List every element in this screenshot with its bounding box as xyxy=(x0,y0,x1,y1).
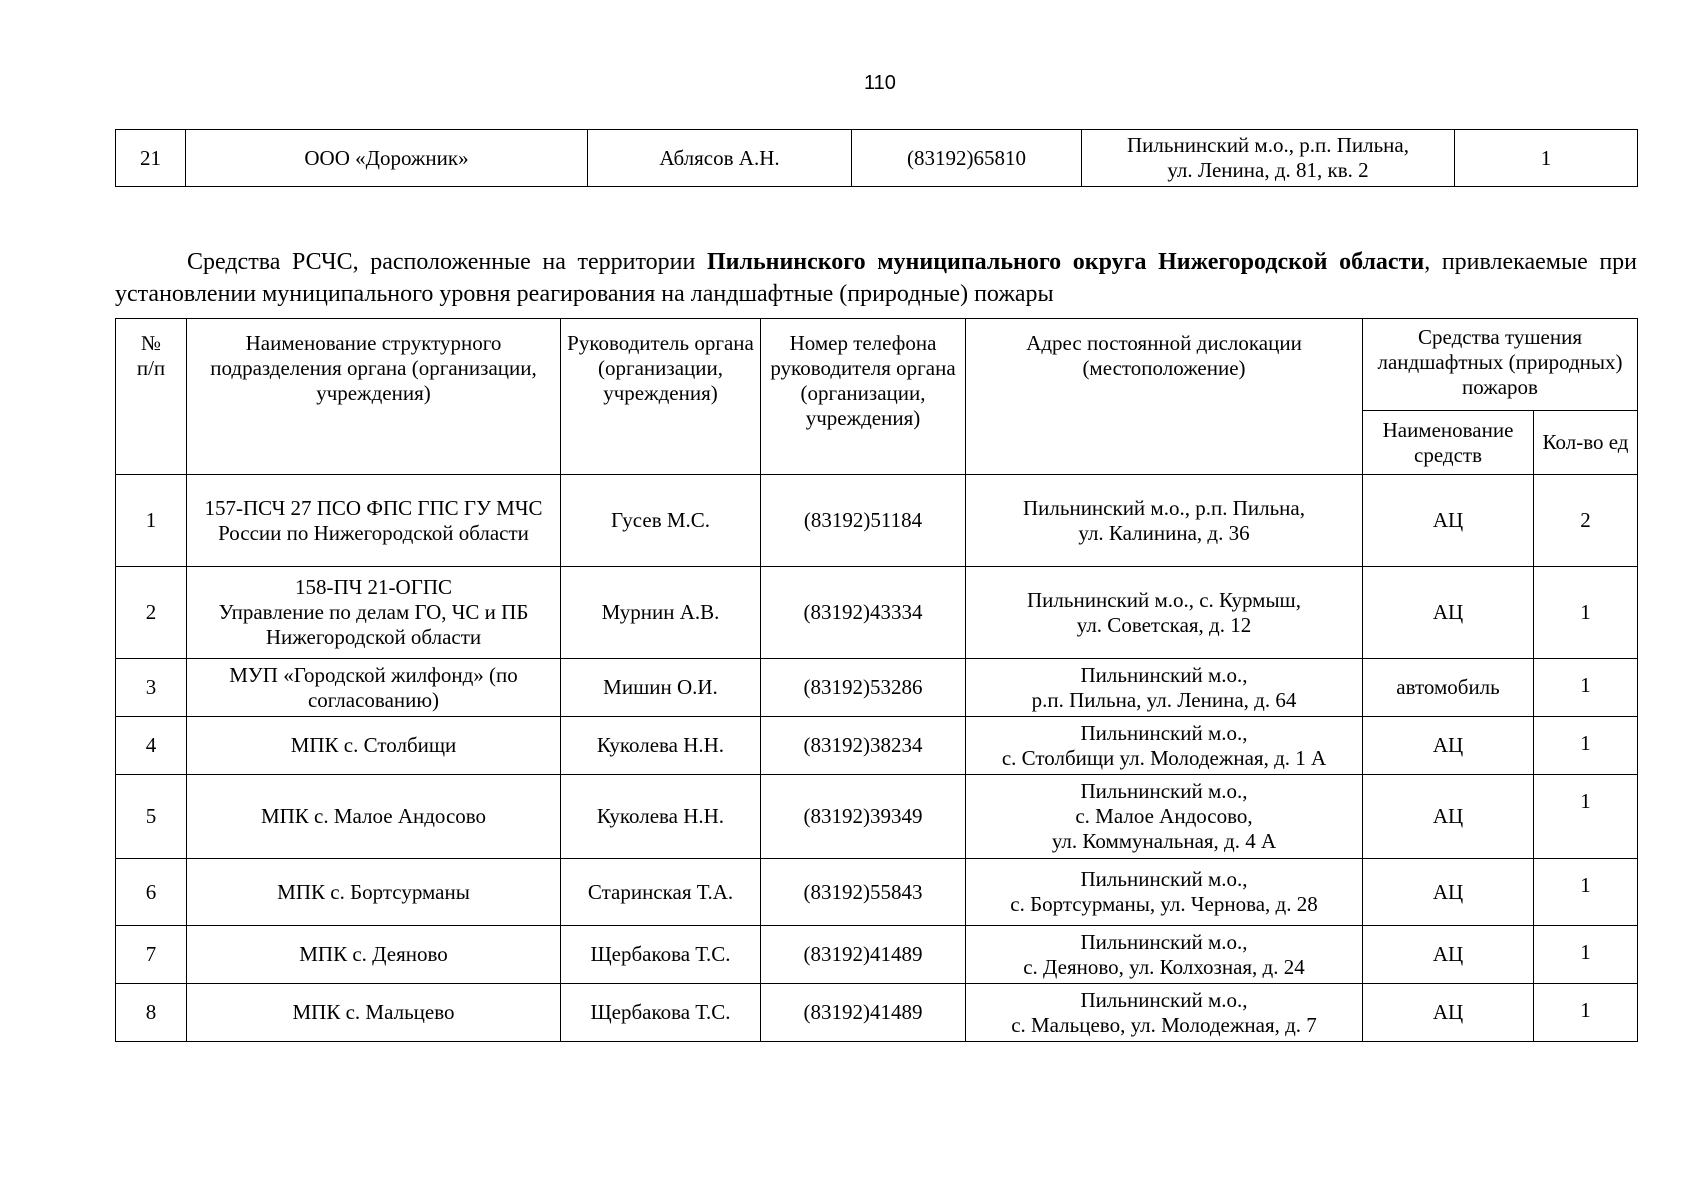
table-row xyxy=(116,475,1638,567)
header-name: Наименование структурного подразделения органа (организации, учреждения) xyxy=(187,319,561,475)
row-number: 1 xyxy=(116,475,187,567)
address: Пильнинский м.о., р.п. Пильна, ул. Калинина, д. 36 xyxy=(966,475,1363,567)
org-name: 157-ПСЧ 27 ПСО ФПС ГПС ГУ МЧС России по Нижегородской области xyxy=(187,475,561,567)
phone: (83192)39349 xyxy=(761,775,966,859)
page-number: 110 xyxy=(864,72,896,94)
address: Пильнинский м.о., с. Бортсурманы, ул. Чернова, д. 28 xyxy=(966,859,1363,926)
head-name: Мишин О.И. xyxy=(561,659,761,717)
means-count: 1 xyxy=(1534,859,1638,926)
table-row xyxy=(116,717,1638,775)
head-name: Старинская Т.А. xyxy=(561,859,761,926)
org-name: 158-ПЧ 21-ОГПС Управление по делам ГО, ЧС и ПБ Нижегородской области xyxy=(187,567,561,659)
row-number: 6 xyxy=(116,859,187,926)
head-name: Куколева Н.Н. xyxy=(561,717,761,775)
phone: (83192)41489 xyxy=(761,926,966,984)
head-name: Щербакова Т.С. xyxy=(561,984,761,1042)
address: Пильнинский м.о., с. Деяново, ул. Колхозная, д. 24 xyxy=(966,926,1363,984)
means-name: АЦ xyxy=(1363,567,1534,659)
count: 1 xyxy=(1455,130,1638,187)
table-row xyxy=(116,775,1638,859)
header-row xyxy=(116,319,1638,411)
intro-text-1: Средства РСЧС, расположенные на территории xyxy=(187,249,707,275)
section-intro xyxy=(115,246,1637,310)
row-number: 7 xyxy=(116,926,187,984)
header-head: Руководитель органа (организации, учреждения) xyxy=(561,319,761,475)
head-name: Гусев М.С. xyxy=(561,475,761,567)
phone: (83192)41489 xyxy=(761,984,966,1042)
phone: (83192)65810 xyxy=(852,130,1082,187)
address: Пильнинский м.о., р.п. Пильна, ул. Ленина, д. 64 xyxy=(966,659,1363,717)
means-count: 1 xyxy=(1534,659,1638,717)
continuation-table xyxy=(115,129,1638,187)
table-row xyxy=(116,984,1638,1042)
means-name: АЦ xyxy=(1363,926,1534,984)
means-count: 1 xyxy=(1534,717,1638,775)
address: Пильнинский м.о., с. Столбищи ул. Молодежная, д. 1 А xyxy=(966,717,1363,775)
row-number: 5 xyxy=(116,775,187,859)
row-number: 4 xyxy=(116,717,187,775)
means-name: АЦ xyxy=(1363,859,1534,926)
header-address: Адрес постоянной дислокации (местоположение) xyxy=(966,319,1363,475)
means-count: 1 xyxy=(1534,926,1638,984)
means-name: АЦ xyxy=(1363,717,1534,775)
table-row xyxy=(116,659,1638,717)
phone: (83192)51184 xyxy=(761,475,966,567)
header-phone: Номер телефона руководителя органа (организации, учреждения) xyxy=(761,319,966,475)
address: Пильнинский м.о., с. Малое Андосово, ул. Коммунальная, д. 4 А xyxy=(966,775,1363,859)
resources-table xyxy=(115,318,1638,1042)
phone: (83192)53286 xyxy=(761,659,966,717)
org-name: МПК с. Бортсурманы xyxy=(187,859,561,926)
phone: (83192)38234 xyxy=(761,717,966,775)
org-name: МПК с. Малое Андосово xyxy=(187,775,561,859)
phone: (83192)43334 xyxy=(761,567,966,659)
org-name: МУП «Городской жилфонд» (по согласованию) xyxy=(187,659,561,717)
head-name: Куколева Н.Н. xyxy=(561,775,761,859)
means-count: 1 xyxy=(1534,775,1638,859)
phone: (83192)55843 xyxy=(761,859,966,926)
address: Пильнинский м.о., с. Мальцево, ул. Молодежная, д. 7 xyxy=(966,984,1363,1042)
table-body xyxy=(116,475,1638,1042)
row-number: 2 xyxy=(116,567,187,659)
address: Пильнинский м.о., р.п. Пильна, ул. Ленина, д. 81, кв. 2 xyxy=(1082,130,1455,187)
head-name: Аблясов А.Н. xyxy=(588,130,852,187)
header-means-count: Кол-во ед xyxy=(1534,411,1638,475)
means-name: АЦ xyxy=(1363,475,1534,567)
means-name: автомобиль xyxy=(1363,659,1534,717)
table-row xyxy=(116,859,1638,926)
intro-text-2: , привлекаемые при установлении муниципального уровня реагирования на ландшафтные (природные) пожары xyxy=(115,249,1638,307)
means-name: АЦ xyxy=(1363,775,1534,859)
means-name: АЦ xyxy=(1363,984,1534,1042)
row-number: 3 xyxy=(116,659,187,717)
means-count: 1 xyxy=(1534,567,1638,659)
row-number: 8 xyxy=(116,984,187,1042)
means-count: 1 xyxy=(1534,984,1638,1042)
org-name: МПК с. Столбищи xyxy=(187,717,561,775)
header-means-name: Наименование средств xyxy=(1363,411,1534,475)
head-name: Мурнин А.В. xyxy=(561,567,761,659)
intro-bold: Пильнинского муниципального округа Нижегородской области xyxy=(706,249,1425,275)
head-name: Щербакова Т.С. xyxy=(561,926,761,984)
table-row xyxy=(116,567,1638,659)
table-row xyxy=(116,130,1638,187)
org-name: МПК с. Мальцево xyxy=(187,984,561,1042)
table-row xyxy=(116,926,1638,984)
row-number: 21 xyxy=(116,130,186,187)
header-num: № п/п xyxy=(116,319,187,475)
means-count: 2 xyxy=(1534,475,1638,567)
address: Пильнинский м.о., с. Курмыш, ул. Советская, д. 12 xyxy=(966,567,1363,659)
org-name: МПК с. Деяново xyxy=(187,926,561,984)
header-means: Средства тушения ландшафтных (природных) пожаров xyxy=(1363,319,1638,411)
org-name: ООО «Дорожник» xyxy=(186,130,588,187)
